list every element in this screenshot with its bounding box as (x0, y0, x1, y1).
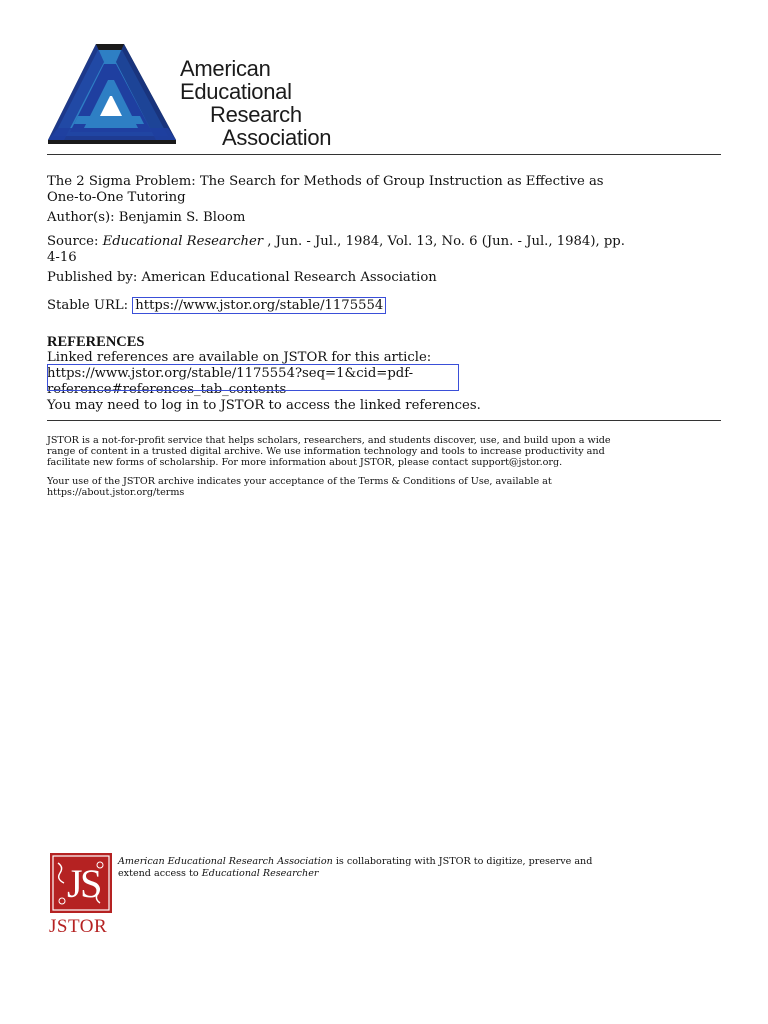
jstor-wordmark: JSTOR (49, 916, 108, 937)
logo-line-3: Research (210, 102, 302, 127)
jstor-notice-line-3: facilitate new forms of scholarship. For more information about JSTOR, please contact support@jstor.org. (47, 457, 563, 468)
references-intro: Linked references are available on JSTOR for this article: (47, 350, 432, 365)
article-title-line-2: One-to-One Tutoring (47, 190, 186, 205)
logo-line-4: Association (222, 125, 332, 150)
references-heading: REFERENCES (47, 334, 145, 350)
jstor-notice (47, 435, 727, 468)
article-title-line-1: The 2 Sigma Problem: The Search for Methods of Group Instruction as Effective as (47, 174, 604, 189)
stable-url-label: Stable URL: (47, 298, 133, 313)
source-line (47, 234, 727, 266)
authors-value: Benjamin S. Bloom (118, 210, 246, 225)
terms-url[interactable]: https://about.jstor.org/terms (47, 487, 185, 498)
references-link-box[interactable] (47, 364, 459, 391)
collab-org: American Educational Research Association (118, 856, 333, 867)
source-journal: Educational Researcher (102, 234, 264, 249)
authors-line (47, 210, 727, 226)
jstor-seal-icon (50, 853, 112, 913)
authors-label: Author(s): (47, 210, 119, 225)
svg-text:J: J (67, 861, 83, 906)
logo-line-1: American (180, 56, 271, 81)
stable-url-link[interactable]: https://www.jstor.org/stable/1175554 (132, 297, 386, 314)
top-divider (47, 154, 721, 155)
collab-journal: Educational Researcher (201, 868, 319, 879)
references-link-line-2[interactable]: reference#references_tab_contents (47, 382, 287, 397)
jstor-notice-line-2: range of content in a trusted digital archive. We use information technology and tools to increase productivity and (47, 446, 605, 457)
logo-line-2: Educational (180, 79, 292, 104)
references-link-line-1[interactable]: https://www.jstor.org/stable/1175554?seq=1&cid=pdf- (47, 366, 414, 381)
references-login-note: You may need to log in to JSTOR to access the linked references. (47, 398, 481, 413)
terms-notice-line-1: Your use of the JSTOR archive indicates your acceptance of the Terms & Conditions of Use, available at (47, 476, 552, 487)
source-details: , Jun. - Jul., 1984, Vol. 13, No. 6 (Jun. - Jul., 1984), pp. (263, 234, 625, 249)
collaboration-statement (118, 856, 718, 880)
stable-url-line (47, 298, 727, 314)
terms-notice (47, 476, 727, 498)
jstor-notice-line-1: JSTOR is a not-for-profit service that helps scholars, researchers, and students discover, use, and build upon a wide (47, 435, 611, 446)
collab-prefix: extend access to (118, 868, 202, 879)
source-pages: 4-16 (47, 250, 77, 265)
article-title (47, 174, 727, 206)
aera-triangle-logo-icon (44, 40, 184, 146)
published-by: Published by: American Educational Research Association (47, 270, 437, 285)
svg-text:S: S (80, 861, 103, 906)
mid-divider (47, 420, 721, 421)
source-label: Source: (47, 234, 103, 249)
collab-text: is collaborating with JSTOR to digitize, preserve and (332, 856, 593, 867)
